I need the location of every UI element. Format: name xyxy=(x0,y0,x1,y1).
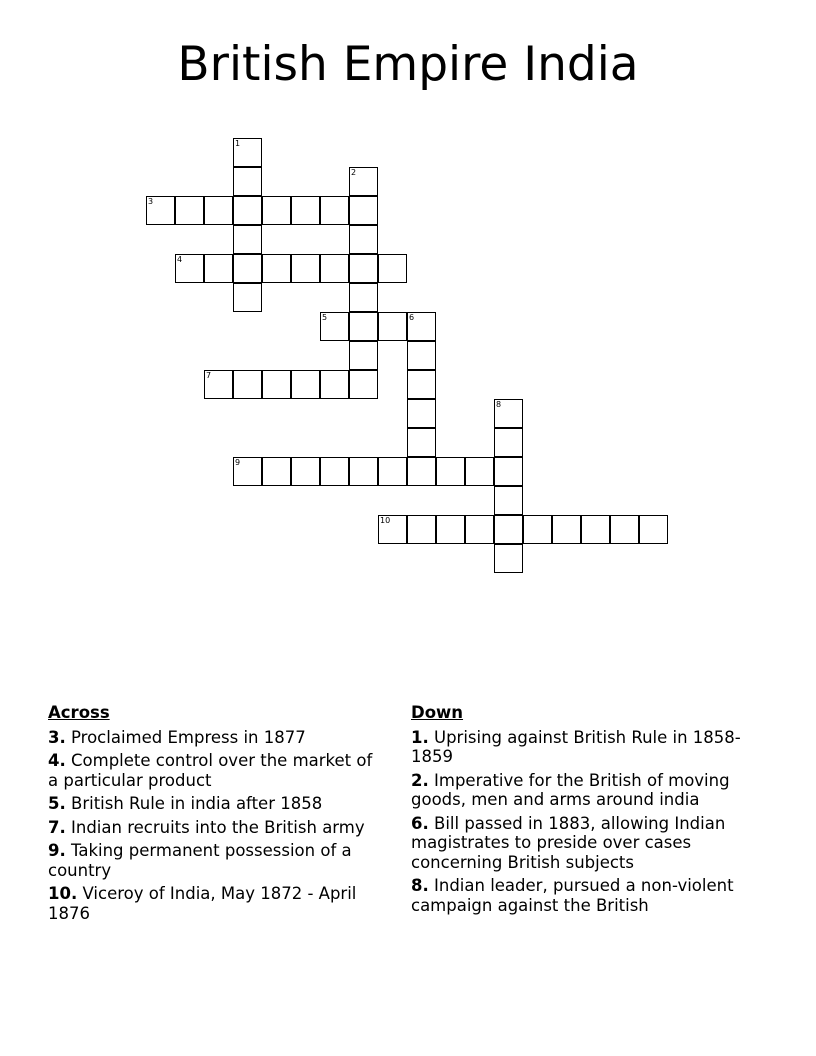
grid-cell[interactable] xyxy=(552,515,581,544)
clue-down-1 xyxy=(411,728,759,767)
grid-cell[interactable] xyxy=(146,196,175,225)
grid-cell[interactable] xyxy=(175,254,204,283)
grid-cell[interactable] xyxy=(378,515,407,544)
grid-cell[interactable] xyxy=(291,196,320,225)
grid-cell[interactable] xyxy=(262,457,291,486)
grid-cell[interactable] xyxy=(378,254,407,283)
grid-cell[interactable] xyxy=(349,225,378,254)
grid-cell[interactable] xyxy=(349,457,378,486)
clue-text: Uprising against British Rule in 1858-1859 xyxy=(411,727,741,766)
grid-cell[interactable] xyxy=(349,312,378,341)
across-heading: Across xyxy=(48,703,110,722)
grid-cell[interactable] xyxy=(349,167,378,196)
grid-cell[interactable] xyxy=(378,457,407,486)
grid-cell[interactable] xyxy=(523,515,552,544)
grid-cell[interactable] xyxy=(349,341,378,370)
grid-cell[interactable] xyxy=(233,138,262,167)
grid-cell[interactable] xyxy=(378,312,407,341)
grid-cell[interactable] xyxy=(349,196,378,225)
clue-across-9 xyxy=(48,841,386,880)
down-heading: Down xyxy=(411,703,464,722)
clue-number: 6. xyxy=(411,813,429,833)
grid-cell[interactable] xyxy=(291,370,320,399)
clue-number: 3. xyxy=(48,727,66,747)
grid-cell[interactable] xyxy=(233,457,262,486)
clue-text: Imperative for the British of moving goods, men and arms around india xyxy=(411,770,730,809)
clue-text: Complete control over the market of a particular product xyxy=(48,751,373,790)
grid-cell[interactable] xyxy=(320,312,349,341)
grid-cell[interactable] xyxy=(639,515,668,544)
grid-cell[interactable] xyxy=(291,254,320,283)
grid-cell[interactable] xyxy=(465,515,494,544)
cell-number: 5 xyxy=(322,313,328,322)
cell-number: 3 xyxy=(148,197,154,206)
grid-cell[interactable] xyxy=(320,370,349,399)
clue-down-2 xyxy=(411,771,759,810)
clue-text: British Rule in india after 1858 xyxy=(71,794,323,813)
grid-cell[interactable] xyxy=(407,312,436,341)
clue-number: 1. xyxy=(411,727,429,747)
cell-number: 10 xyxy=(380,516,391,525)
clue-number: 5. xyxy=(48,794,66,813)
grid-cell[interactable] xyxy=(349,370,378,399)
clue-down-6 xyxy=(411,814,759,873)
clue-text: Bill passed in 1883, allowing Indian magistrates to preside over cases concerning British subjects xyxy=(411,813,726,872)
grid-cell[interactable] xyxy=(581,515,610,544)
grid-cell[interactable] xyxy=(465,457,494,486)
grid-cell[interactable] xyxy=(494,544,523,573)
grid-cell[interactable] xyxy=(407,515,436,544)
grid-cell[interactable] xyxy=(233,283,262,312)
clue-across-5 xyxy=(48,794,386,814)
grid-cell[interactable] xyxy=(204,370,233,399)
grid-cell[interactable] xyxy=(233,225,262,254)
grid-cell[interactable] xyxy=(407,457,436,486)
clue-number: 8. xyxy=(411,876,429,895)
grid-cell[interactable] xyxy=(204,254,233,283)
across-clues xyxy=(48,703,386,927)
clue-text: Viceroy of India, May 1872 - April 1876 xyxy=(48,884,357,923)
clue-number: 10. xyxy=(48,884,78,903)
grid-cell[interactable] xyxy=(407,399,436,428)
grid-cell[interactable] xyxy=(233,370,262,399)
grid-cell[interactable] xyxy=(494,457,523,486)
cell-number: 2 xyxy=(351,168,357,177)
clue-across-4 xyxy=(48,751,386,790)
grid-cell[interactable] xyxy=(320,196,349,225)
clue-number: 7. xyxy=(48,817,66,837)
cell-number: 6 xyxy=(409,313,415,322)
grid-cell[interactable] xyxy=(407,370,436,399)
clue-text: Indian recruits into the British army xyxy=(71,817,365,837)
clue-text: Taking permanent possession of a country xyxy=(48,841,352,880)
grid-cell[interactable] xyxy=(494,486,523,515)
grid-cell[interactable] xyxy=(233,196,262,225)
cell-number: 1 xyxy=(235,139,241,148)
puzzle-title: British Empire India xyxy=(177,37,639,92)
grid-cell[interactable] xyxy=(175,196,204,225)
grid-cell[interactable] xyxy=(494,428,523,457)
clue-text: Proclaimed Empress in 1877 xyxy=(71,727,306,747)
down-clues xyxy=(411,703,759,919)
grid-cell[interactable] xyxy=(610,515,639,544)
grid-cell[interactable] xyxy=(494,399,523,428)
clue-number: 4. xyxy=(48,751,66,770)
grid-cell[interactable] xyxy=(436,457,465,486)
clue-down-8 xyxy=(411,876,759,915)
grid-cell[interactable] xyxy=(436,515,465,544)
grid-cell[interactable] xyxy=(494,515,523,544)
clue-across-10 xyxy=(48,884,386,923)
clue-across-3 xyxy=(48,728,386,748)
cell-number: 9 xyxy=(235,458,241,467)
grid-cell[interactable] xyxy=(407,341,436,370)
clue-number: 9. xyxy=(48,841,66,860)
grid-cell[interactable] xyxy=(349,254,378,283)
grid-cell[interactable] xyxy=(291,457,320,486)
grid-cell[interactable] xyxy=(262,254,291,283)
grid-cell[interactable] xyxy=(320,457,349,486)
cell-number: 7 xyxy=(206,371,212,380)
cell-number: 4 xyxy=(177,255,183,264)
grid-cell[interactable] xyxy=(407,428,436,457)
grid-cell[interactable] xyxy=(204,196,233,225)
clue-number: 2. xyxy=(411,770,429,790)
grid-cell[interactable] xyxy=(320,254,349,283)
grid-cell[interactable] xyxy=(233,167,262,196)
grid-cell[interactable] xyxy=(262,370,291,399)
cell-number: 8 xyxy=(496,400,502,409)
grid-cell[interactable] xyxy=(349,283,378,312)
grid-cell[interactable] xyxy=(233,254,262,283)
clue-across-7 xyxy=(48,818,386,838)
grid-cell[interactable] xyxy=(262,196,291,225)
clue-text: Indian leader, pursued a non-violent campaign against the British xyxy=(411,876,734,915)
